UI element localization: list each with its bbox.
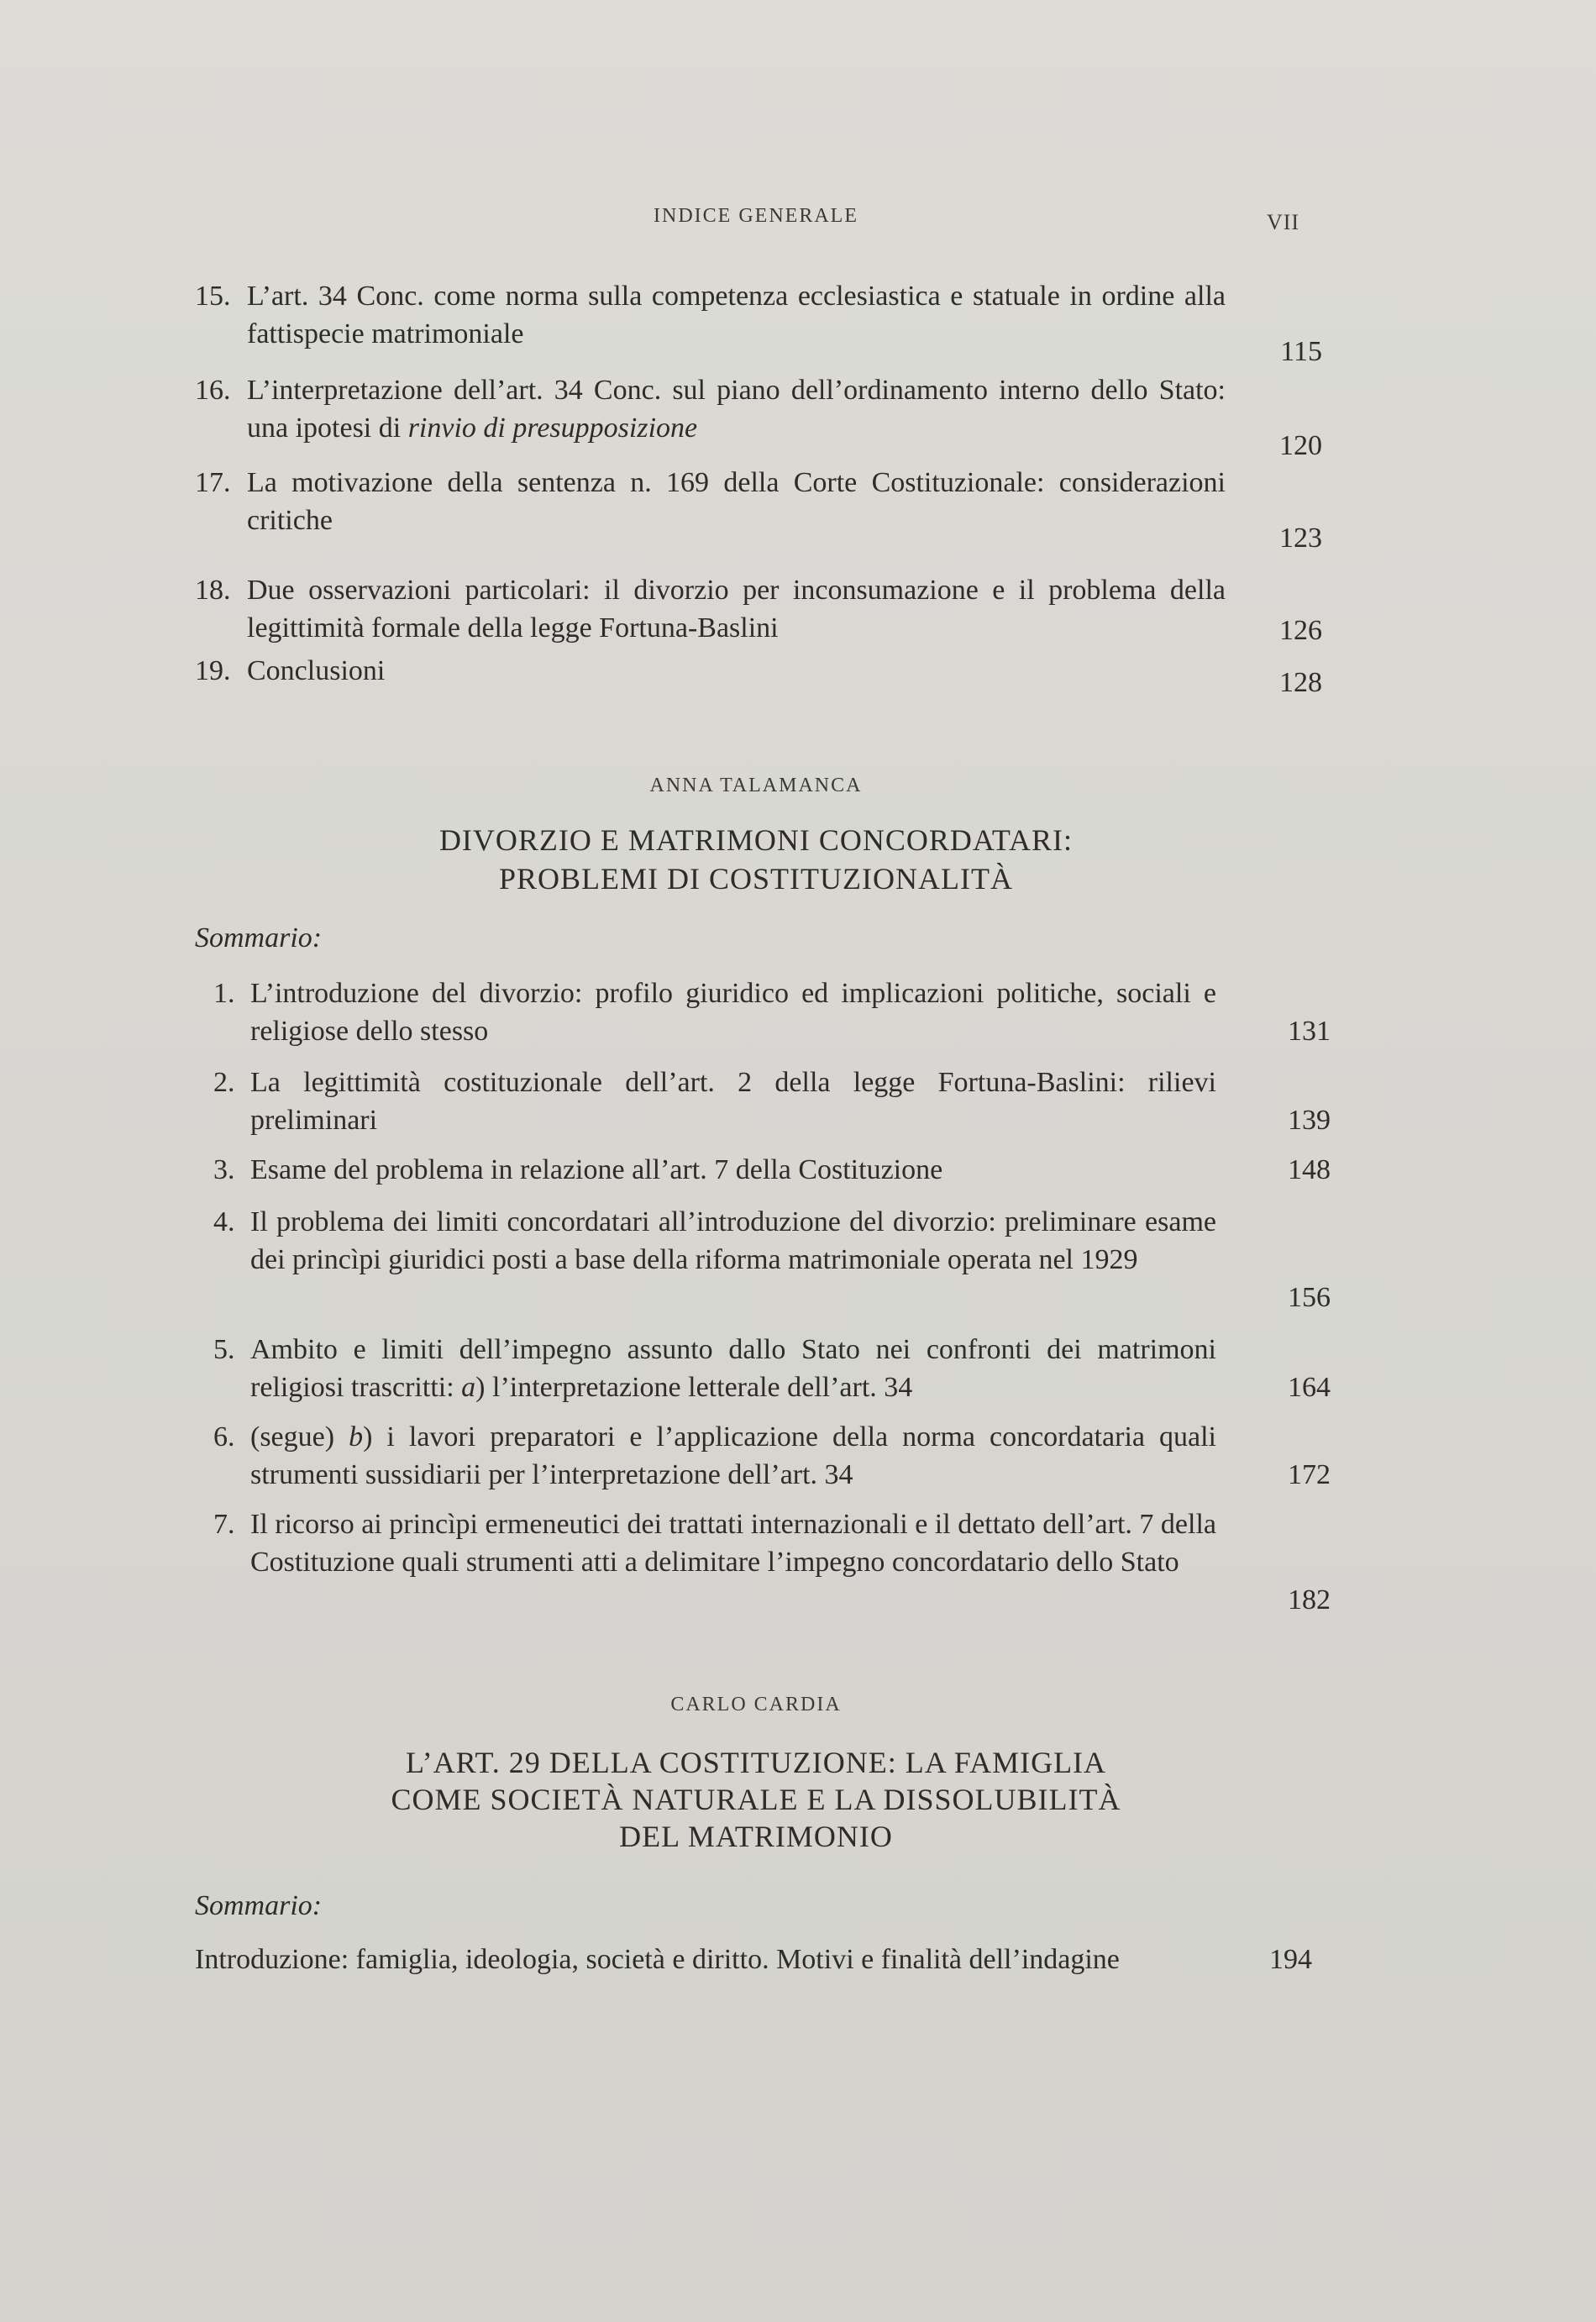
entry-page: 194 <box>1269 1944 1312 1975</box>
entry-text: Esame del problema in relazione all’art. 7 della Costituzione <box>250 1154 943 1185</box>
entry-number: 17. <box>195 467 231 498</box>
entry-text: Conclusioni <box>247 655 386 686</box>
entry-page: 120 <box>1279 430 1322 461</box>
entry-text: Introduzione: famiglia, ideologia, società e diritto. Motivi e finalità dell’indagine <box>195 1944 1120 1975</box>
entry-text-part: ) l’interpretazione letterale dell’art. 34 <box>475 1372 913 1403</box>
entry-text-part: Ambito e limiti dell’impegno assunto dallo Stato nei confronti dei matrimoni religiosi trascritti: <box>250 1334 1216 1403</box>
entry-text-part: (segue) <box>250 1421 349 1453</box>
entry-number: 19. <box>195 655 231 686</box>
section-title: L’ART. 29 DELLA COSTITUZIONE: LA FAMIGLIA <box>405 1746 1107 1779</box>
entry-text: L’art. 34 Conc. come norma sulla competenza ecclesiastica e statuale in ordine alla fattispecie matrimoniale <box>247 281 1226 349</box>
running-header: INDICE GENERALE <box>654 205 858 227</box>
entry-number: 4. <box>213 1206 235 1237</box>
section-author: CARLO CARDIA <box>670 1694 842 1715</box>
entry-page: 128 <box>1279 667 1322 698</box>
entry-page: 148 <box>1288 1154 1331 1185</box>
section-title: DIVORZIO E MATRIMONI CONCORDATARI: <box>438 823 1074 857</box>
entry-page: 131 <box>1288 1016 1331 1047</box>
entry-page: 115 <box>1280 336 1322 367</box>
entry-text <box>247 371 1226 447</box>
entry-text: Due osservazioni particolari: il divorzio per inconsumazione e il problema della legittimità formale della legge Fortuna-Baslini <box>247 575 1226 644</box>
entry-text-part: ) i lavori preparatori e l’applicazione della norma concordataria quali strumenti sussidiarii per l’interpretazione dell’art. 34 <box>250 1421 1216 1490</box>
section-title: COME SOCIETÀ NATURALE E LA DISSOLUBILITÀ <box>391 1783 1121 1816</box>
entry-number: 5. <box>213 1334 235 1365</box>
entry-text-part: L’interpretazione dell’art. 34 Conc. sul piano dell’ordinamento interno dello Stato: una ipotesi di <box>247 375 1226 444</box>
entry-page: 172 <box>1288 1459 1331 1490</box>
page-number: VII <box>1267 210 1300 234</box>
entry-number: 7. <box>213 1509 235 1540</box>
entry-page: 123 <box>1279 523 1322 554</box>
entry-text: L’introduzione del divorzio: profilo giuridico ed implicazioni politiche, sociali e religiose dello stesso <box>250 978 1216 1047</box>
entry-text: La motivazione della sentenza n. 169 della Corte Costituzionale: considerazioni critiche <box>247 467 1226 536</box>
entry-number: 3. <box>213 1154 235 1185</box>
entry-text: Il ricorso ai princìpi ermeneutici dei trattati internazionali e il dettato dell’art. 7 della Costituzione quali strumenti atti a delimitare l’impegno concordatario dello Stato <box>250 1509 1216 1578</box>
entry-number: 18. <box>195 575 231 606</box>
entry-text-italic: rinvio di presupposizione <box>407 412 698 444</box>
entry-page: 126 <box>1279 615 1322 646</box>
sommario-label: Sommario: <box>195 1890 323 1921</box>
entry-number: 6. <box>213 1421 235 1453</box>
entry-text: La legittimità costituzionale dell’art. 2 della legge Fortuna-Baslini: rilievi preliminari <box>250 1067 1216 1136</box>
entry-number: 2. <box>213 1067 235 1098</box>
sommario-label: Sommario: <box>195 922 323 953</box>
entry-page: 164 <box>1288 1372 1331 1403</box>
entry-text <box>250 1418 1216 1494</box>
entry-page: 156 <box>1288 1282 1331 1313</box>
entry-text <box>250 1331 1216 1406</box>
entry-text-italic: b <box>349 1421 364 1453</box>
section-title: PROBLEMI DI COSTITUZIONALITÀ <box>499 862 1013 896</box>
entry-number: 1. <box>213 978 235 1009</box>
section-author: ANNA TALAMANCA <box>649 775 863 796</box>
entry-text: Il problema dei limiti concordatari all’introduzione del divorzio: preliminare esame dei princìpi giuridici posti a base della riforma matrimoniale operata nel 1929 <box>250 1206 1216 1275</box>
entry-page: 182 <box>1288 1584 1331 1615</box>
section-title: DEL MATRIMONIO <box>619 1820 893 1853</box>
toc-entry-intro <box>195 1941 1371 1978</box>
entry-page: 139 <box>1288 1105 1331 1136</box>
entry-number: 15. <box>195 281 231 312</box>
entry-number: 16. <box>195 375 231 406</box>
entry-text-italic: a <box>461 1372 476 1403</box>
